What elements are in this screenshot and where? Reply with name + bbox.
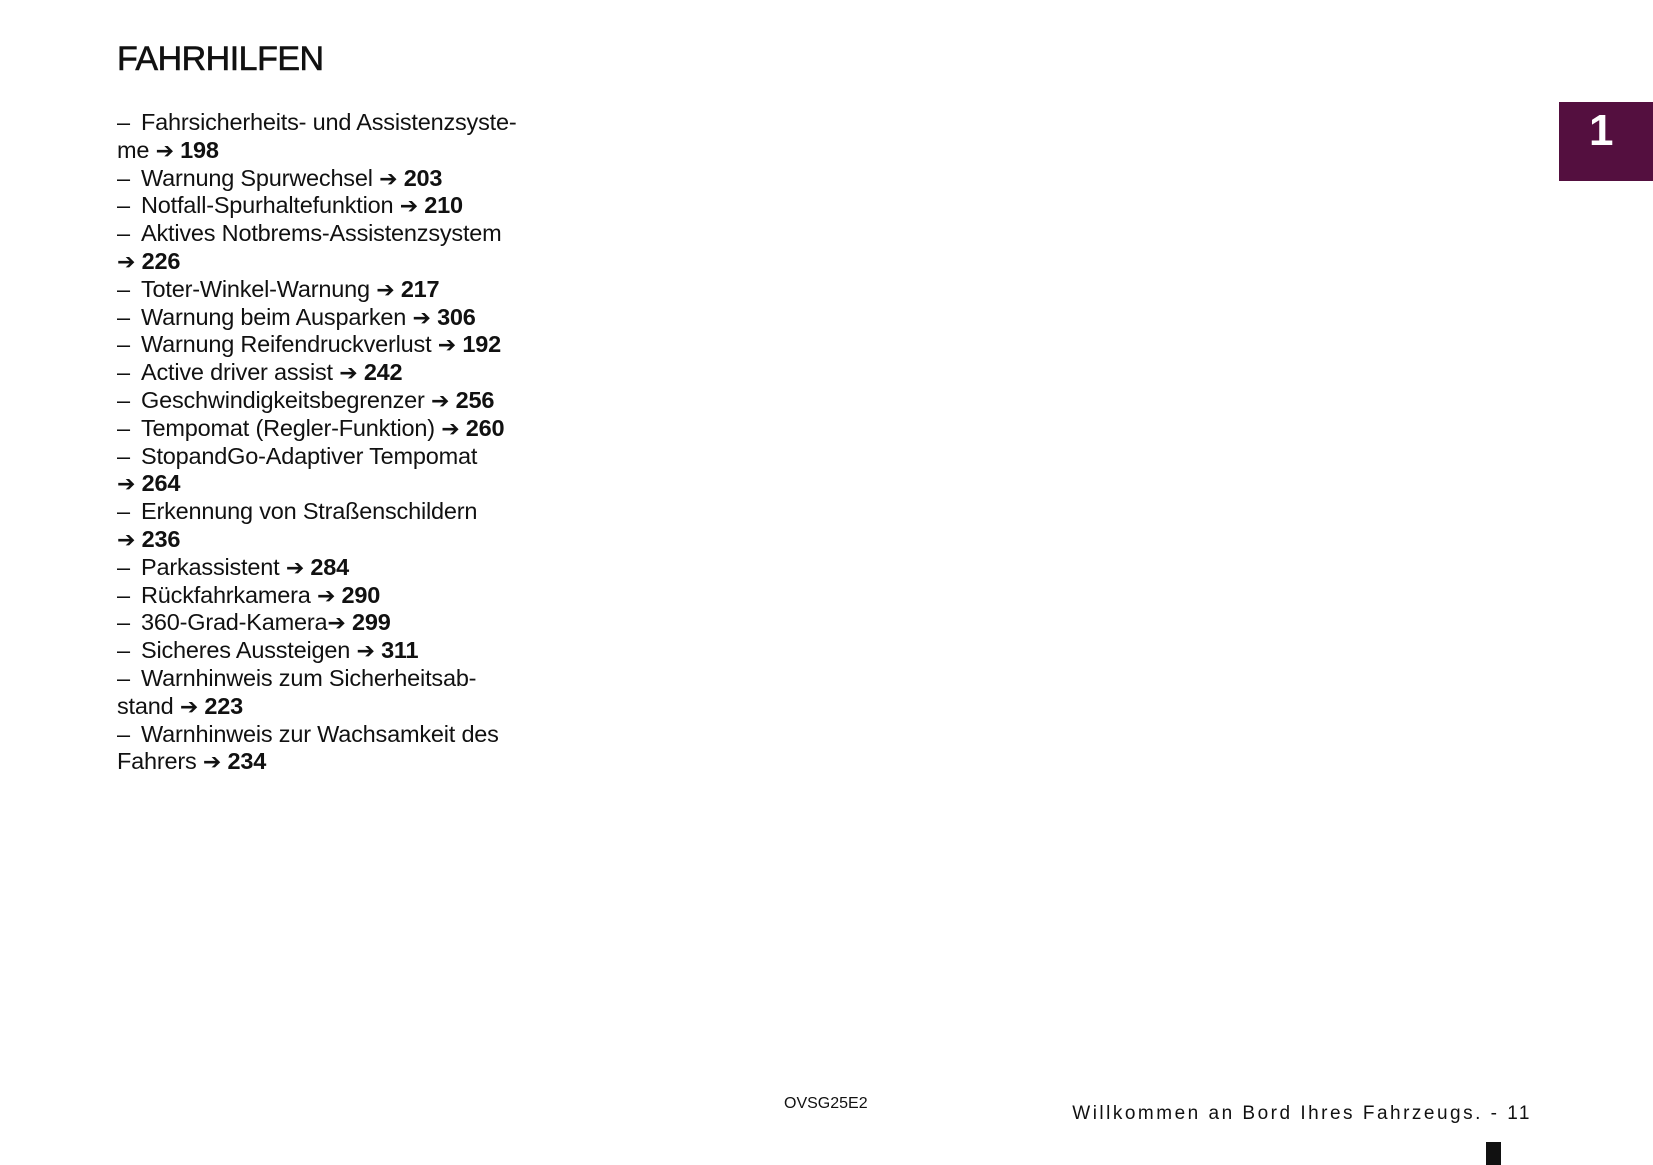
list-dash: – xyxy=(117,609,130,636)
toc-item-label: Parkassistent xyxy=(141,553,280,580)
toc-item-page: 198 xyxy=(180,136,219,163)
list-dash: – xyxy=(117,637,130,664)
arrow-right-icon: ➔ xyxy=(327,610,346,636)
arrow-right-icon: ➔ xyxy=(202,749,222,775)
toc-item-label: Warnhinweis zur Wachsamkeit des Fahrers xyxy=(117,720,499,775)
arrow-right-icon: ➔ xyxy=(431,387,450,413)
toc-item[interactable] xyxy=(117,498,577,554)
arrow-right-icon: ➔ xyxy=(356,638,375,664)
toc-item[interactable] xyxy=(117,554,577,582)
toc-item-label: Warnung Reifendruckverlust xyxy=(141,331,432,358)
toc-item-page: 203 xyxy=(403,164,443,191)
list-dash: – xyxy=(117,581,130,608)
toc-item-label: Aktives Notbrems-Assistenzsystem xyxy=(141,220,502,247)
toc-item[interactable] xyxy=(117,192,577,220)
arrow-right-icon: ➔ xyxy=(437,332,456,358)
toc-item[interactable] xyxy=(117,276,577,304)
toc-item-label: Sicheres Aussteigen xyxy=(141,637,351,664)
arrow-right-icon: ➔ xyxy=(412,304,431,330)
section-title: FAHRHILFEN xyxy=(117,40,324,78)
toc-item-label: Fahrsicherheits- und Assistenzsyste- me xyxy=(117,109,517,163)
list-dash: – xyxy=(117,442,130,469)
toc-item-page: 234 xyxy=(227,748,267,775)
list-dash: – xyxy=(117,331,130,358)
arrow-right-icon: ➔ xyxy=(285,554,305,580)
arrow-right-icon: ➔ xyxy=(117,526,136,552)
toc-item-label: Toter-Winkel-Warnung xyxy=(141,275,370,302)
toc-item[interactable] xyxy=(117,637,577,665)
list-dash: – xyxy=(117,553,130,580)
list-dash: – xyxy=(117,386,130,413)
list-dash: – xyxy=(117,303,130,330)
toc-item-label: Warnung beim Ausparken xyxy=(141,303,407,330)
arrow-right-icon: ➔ xyxy=(155,137,174,163)
toc-item-label: Rückfahrkamera xyxy=(141,581,311,608)
toc-item-label: Active driver assist xyxy=(141,359,333,386)
toc-item-page: 256 xyxy=(455,386,495,413)
arrow-right-icon: ➔ xyxy=(117,471,136,497)
toc-item-page: 236 xyxy=(141,525,181,552)
toc-item-label: Notfall-Spurhaltefunktion xyxy=(141,192,394,219)
toc-list xyxy=(117,109,577,776)
arrow-right-icon: ➔ xyxy=(316,582,336,608)
toc-item[interactable] xyxy=(117,721,577,777)
list-dash: – xyxy=(117,275,130,302)
toc-item-label: Tempomat (Regler-Funktion) xyxy=(141,414,435,441)
toc-item[interactable] xyxy=(117,304,577,332)
toc-item-label: 360-Grad-Kamera xyxy=(141,609,328,636)
toc-item-page: 217 xyxy=(400,275,440,302)
list-dash: – xyxy=(117,498,130,525)
toc-item-page: 264 xyxy=(141,470,181,497)
arrow-right-icon: ➔ xyxy=(376,276,395,302)
toc-item-label: Warnhinweis zum Sicherheitsab- stand xyxy=(117,664,477,719)
toc-item-page: 299 xyxy=(351,609,391,636)
footer-caption: Willkommen an Bord Ihres Fahrzeugs. - 11 xyxy=(1072,1103,1532,1124)
toc-item-page: 284 xyxy=(310,553,349,580)
toc-item-page: 306 xyxy=(437,303,476,330)
toc-item-page: 192 xyxy=(462,331,501,358)
toc-item[interactable] xyxy=(117,359,577,387)
toc-item-page: 210 xyxy=(424,192,463,219)
chapter-number: 1 xyxy=(1589,106,1614,155)
toc-item-page: 311 xyxy=(381,637,419,664)
toc-item-label: Erkennung von Straßenschildern xyxy=(141,498,478,525)
arrow-right-icon: ➔ xyxy=(339,360,358,386)
toc-item-page: 290 xyxy=(341,581,381,608)
list-dash: – xyxy=(117,109,130,135)
list-dash: – xyxy=(117,192,130,219)
toc-item[interactable] xyxy=(117,109,577,165)
arrow-right-icon: ➔ xyxy=(399,193,418,219)
list-dash: – xyxy=(117,220,130,247)
page-edge-marker xyxy=(1486,1142,1501,1165)
toc-item[interactable] xyxy=(117,582,577,610)
document-code: OVSG25E2 xyxy=(784,1095,868,1112)
toc-item[interactable] xyxy=(117,415,577,443)
chapter-tab xyxy=(1559,102,1653,181)
arrow-right-icon: ➔ xyxy=(379,165,398,191)
toc-item-label: StopandGo-Adaptiver Tempomat xyxy=(141,442,478,469)
toc-item[interactable] xyxy=(117,443,577,499)
toc-item-label: Geschwindigkeitsbegrenzer xyxy=(141,386,425,413)
list-dash: – xyxy=(117,720,130,747)
toc-item[interactable] xyxy=(117,609,577,637)
list-dash: – xyxy=(117,664,130,691)
list-dash: – xyxy=(117,164,130,191)
toc-item-label: Warnung Spurwechsel xyxy=(141,164,373,191)
toc-item[interactable] xyxy=(117,387,577,415)
toc-item-page: 223 xyxy=(204,692,244,719)
arrow-right-icon: ➔ xyxy=(117,248,136,274)
list-dash: – xyxy=(117,414,130,441)
toc-item[interactable] xyxy=(117,331,577,359)
list-dash: – xyxy=(117,359,130,386)
toc-item[interactable] xyxy=(117,165,577,193)
arrow-right-icon: ➔ xyxy=(179,693,199,719)
toc-item[interactable] xyxy=(117,220,577,276)
toc-item[interactable] xyxy=(117,665,577,721)
toc-item-page: 260 xyxy=(465,414,505,441)
toc-item-page: 226 xyxy=(141,247,181,274)
toc-item-page: 242 xyxy=(363,359,403,386)
arrow-right-icon: ➔ xyxy=(441,415,460,441)
